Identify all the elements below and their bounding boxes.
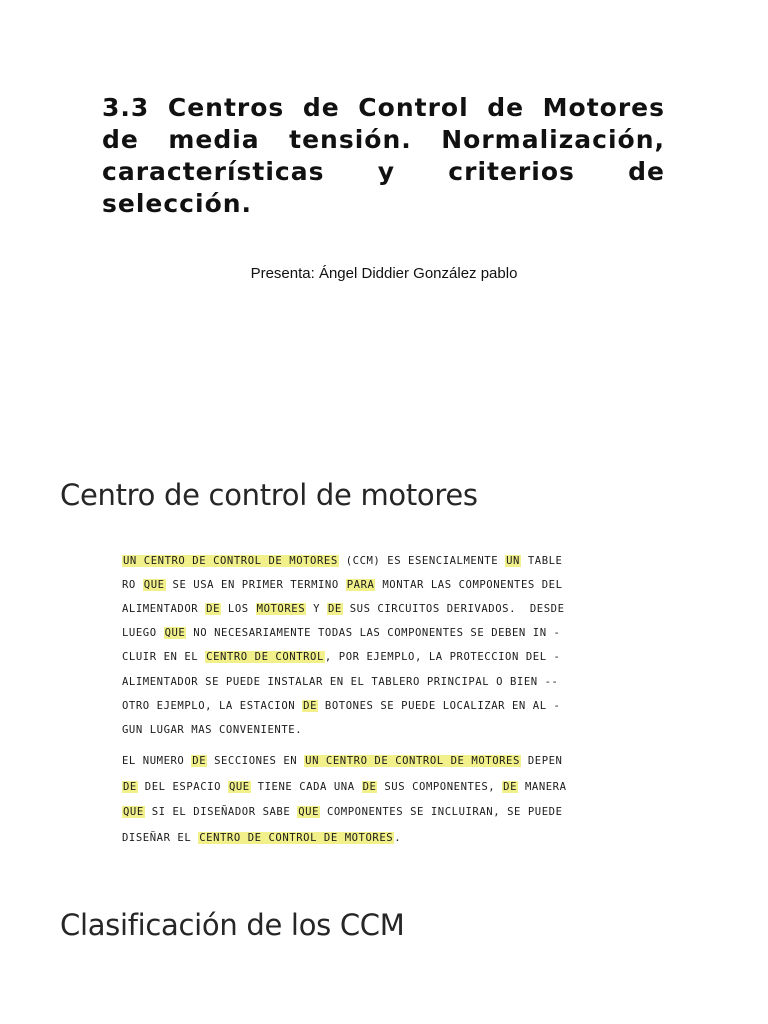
text-run: SE USA EN PRIMER TERMINO [165,579,346,592]
text-run: DISEÑAR EL [122,831,199,844]
text-run: Y [306,603,327,616]
highlighted-phrase: DE [303,699,317,712]
scanned-text-line [122,699,560,714]
text-run: , POR EJEMPLO, LA PROTECCION DEL - [324,651,561,664]
text-run: TABLE [520,555,563,567]
text-run: ALIMENTADOR [122,603,206,616]
section-heading-ccm: Centro de control de motores [60,478,478,512]
text-run: COMPONENTES SE INCLUIRAN, SE PUEDE [320,806,563,818]
highlighted-phrase: CENTRO DE CONTROL DE MOTORES [199,831,394,844]
text-run: (CCM) ES ESENCIALMENTE [338,555,506,567]
highlighted-phrase: UN [506,555,520,567]
scanned-text-line [122,626,561,641]
scanned-text-line [122,602,565,617]
highlighted-phrase: QUE [164,627,186,640]
text-run: EL NUMERO [122,755,192,767]
text-run: MONTAR LAS COMPONENTES DEL [375,579,563,592]
scanned-text-line [122,780,567,795]
scanned-text-line [122,754,563,769]
highlighted-phrase: DE [327,603,342,616]
highlighted-phrase: DE [206,603,220,616]
slide-title: 3.3 Centros de Control de Motores de media tensión. Normalización, características y criterios de selección. [102,93,665,218]
highlighted-phrase: DE [192,755,207,767]
text-run: NO NECESARIAMENTE TODAS LAS COMPONENTES SE DEBEN IN - [186,627,561,640]
text-run: . [394,831,402,844]
highlighted-phrase: UN CENTRO DE CONTROL DE MOTORES [123,555,338,567]
highlighted-phrase: QUE [143,579,165,592]
scanned-text-line [122,578,563,593]
highlighted-phrase: UN CENTRO DE CONTROL DE MOTORES [305,755,520,767]
scanned-text-line [122,831,401,846]
text-run: SUS COMPONENTES, [377,780,503,793]
section-heading-classification: Clasificación de los CCM [60,908,405,942]
text-run: MANERA [518,780,567,793]
highlighted-phrase: DE [362,780,377,793]
text-run: LUEGO [122,627,164,640]
text-run: CLUIR EN EL [122,651,206,664]
text-run: SUS CIRCUITOS DERIVADOS. DESDE [342,603,565,616]
highlighted-phrase: QUE [298,806,320,818]
highlighted-phrase: QUE [228,780,250,793]
text-run: ALIMENTADOR SE PUEDE INSTALAR EN EL TABLERO PRINCIPAL O BIEN -- [122,675,559,688]
scanned-text-image [122,548,612,848]
scanned-text-line [122,675,558,690]
highlighted-phrase: DE [123,780,137,793]
text-run: GUN LUGAR MAS CONVENIENTE. [122,723,303,736]
highlighted-phrase: MOTORES [256,603,306,616]
highlighted-phrase: PARA [346,579,375,592]
text-run: OTRO EJEMPLO, LA ESTACION [122,699,303,712]
text-run: DEL ESPACIO [137,780,228,793]
text-run: DEPEN [520,755,563,767]
scanned-text-line [122,650,560,665]
scanned-text-line [122,554,563,569]
highlighted-phrase: CENTRO DE CONTROL [206,651,324,664]
presenter-line: Presenta: Ángel Diddier González pablo [250,265,518,282]
scanned-text-line [122,723,302,738]
text-run: LOS [221,603,256,616]
text-run: SI EL DISEÑADOR SABE [144,806,298,818]
scanned-text-line [122,805,563,820]
text-run: TIENE CADA UNA [250,780,362,793]
text-run: SECCIONES EN [207,755,305,767]
text-run: BOTONES SE PUEDE LOCALIZAR EN AL - [318,699,561,712]
highlighted-phrase: DE [503,780,518,793]
highlighted-phrase: QUE [123,806,144,818]
text-run: RO [122,579,143,592]
